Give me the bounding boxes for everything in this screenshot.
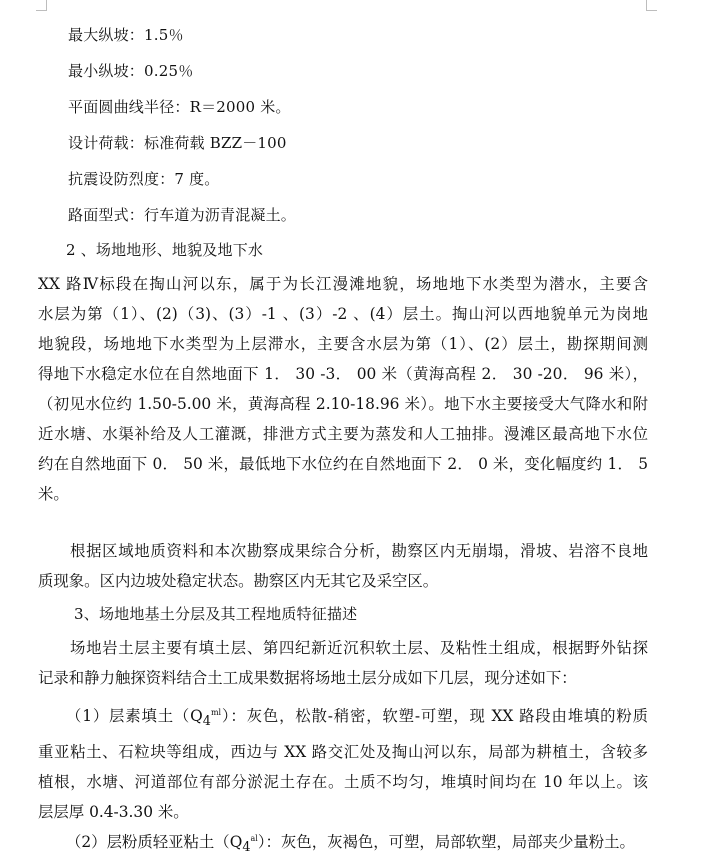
layer-1-subscript: 4 (202, 714, 211, 730)
paragraph-line: 米。 (38, 485, 69, 503)
layer-2-prefix: （2）层粉质轻亚粘土（Q (66, 833, 243, 851)
paragraph-line: 场地岩土层主要有填土层、第四纪新近沉积软土层、及粘性土组成，根据野外钻探 (70, 639, 648, 657)
paragraph-soil-layers (38, 633, 648, 693)
layer-1-superscript: ml (210, 707, 222, 717)
spec-curve-radius: 平面圆曲线半径：R＝2000 米。 (68, 98, 291, 116)
spec-design-load: 设计荷载：标准荷载 BZZ－100 (68, 134, 287, 152)
layer-2-superscript: al (250, 833, 258, 843)
paragraph-line (38, 701, 648, 737)
paragraph-line: 层层厚 0.4-3.30 米。 (38, 803, 189, 822)
section-2-heading: 2 、场地地形、地貌及地下水 (66, 241, 264, 259)
layer-2-subscript: 4 (242, 840, 251, 856)
spec-pavement-type: 路面型式：行车道为沥青混凝土。 (68, 206, 297, 224)
paragraph-line: （初见水位约 1.50-5.00 米，黄海高程 2.10-18.96 米）。地下水主要接受大气降水和附 (38, 395, 648, 413)
layer-1-prefix: （1）层素填土（Q (66, 707, 203, 725)
paragraph-line: 重亚粘土、石粒块等组成，西边与 XX 路交汇处及掏山河以东，局部为耕植土，含较多 (38, 743, 648, 762)
paragraph-line: 水层为第（1）、(2)（3)、(3）-1 、(3）-2 、(4）层土。掏山河以西地貌单元为岗地 (38, 305, 648, 323)
paragraph-layer-1 (38, 701, 648, 827)
paragraph-line: 得地下水稳定水位在自然地面下 1． 30 -3． 00 米（黄海高程 2． 30 -20． 96 米）， (38, 365, 648, 383)
paragraph-geology (38, 536, 648, 596)
page-corner-mark-right (646, 0, 657, 11)
page-corner-mark-left (36, 0, 47, 11)
spec-max-gradient: 最大纵坡：1.5％ (68, 26, 184, 44)
paragraph-line: 根据区域地质资料和本次勘察成果综合分析，勘察区内无崩塌，滑坡、岩溶不良地 (70, 542, 648, 560)
paragraph-line (38, 827, 648, 863)
paragraph-layer-2 (38, 827, 648, 863)
section-3-heading: 3、场地地基土分层及其工程地质特征描述 (74, 605, 358, 623)
layer-1-description: ）：灰色，松散-稍密，软塑-可塑，现 XX 路段由堆填的粉质 (221, 707, 648, 725)
paragraph-line: 近水塘、水渠补给及人工灌溉，排泄方式主要为蒸发和人工抽排。漫滩区最高地下水位 (38, 425, 648, 443)
spec-seismic-intensity: 抗震设防烈度：7 度。 (68, 170, 220, 188)
layer-2-description: ）：灰色，灰褐色，可塑，局部软塑，局部夹少量粉土。 (257, 833, 635, 851)
paragraph-groundwater (38, 269, 648, 509)
paragraph-line: XX 路Ⅳ标段在掏山河以东，属于为长江漫滩地貌，场地地下水类型为潜水，主要含 (38, 275, 648, 293)
paragraph-line: 植根，水塘、河道部位有部分淤泥土存在。土质不均匀，堆填时间均在 10 年以上。该 (38, 773, 648, 792)
paragraph-line: 质现象。区内边坡处稳定状态。勘察区内无其它及采空区。 (38, 572, 439, 590)
paragraph-line: 记录和静力触探资料结合土工成果数据将场地土层分成如下几层，现分述如下： (38, 669, 577, 687)
spec-min-gradient: 最小纵坡：0.25％ (68, 62, 194, 80)
paragraph-line: 约在自然地面下 0． 50 米，最低地下水位约在自然地面下 2． 0 米，变化幅度约 1． 5 (38, 455, 648, 473)
paragraph-line: 地貌段，场地地下水类型为上层滞水，主要含水层为第（1）、(2）层土，勘探期间测 (38, 335, 648, 353)
